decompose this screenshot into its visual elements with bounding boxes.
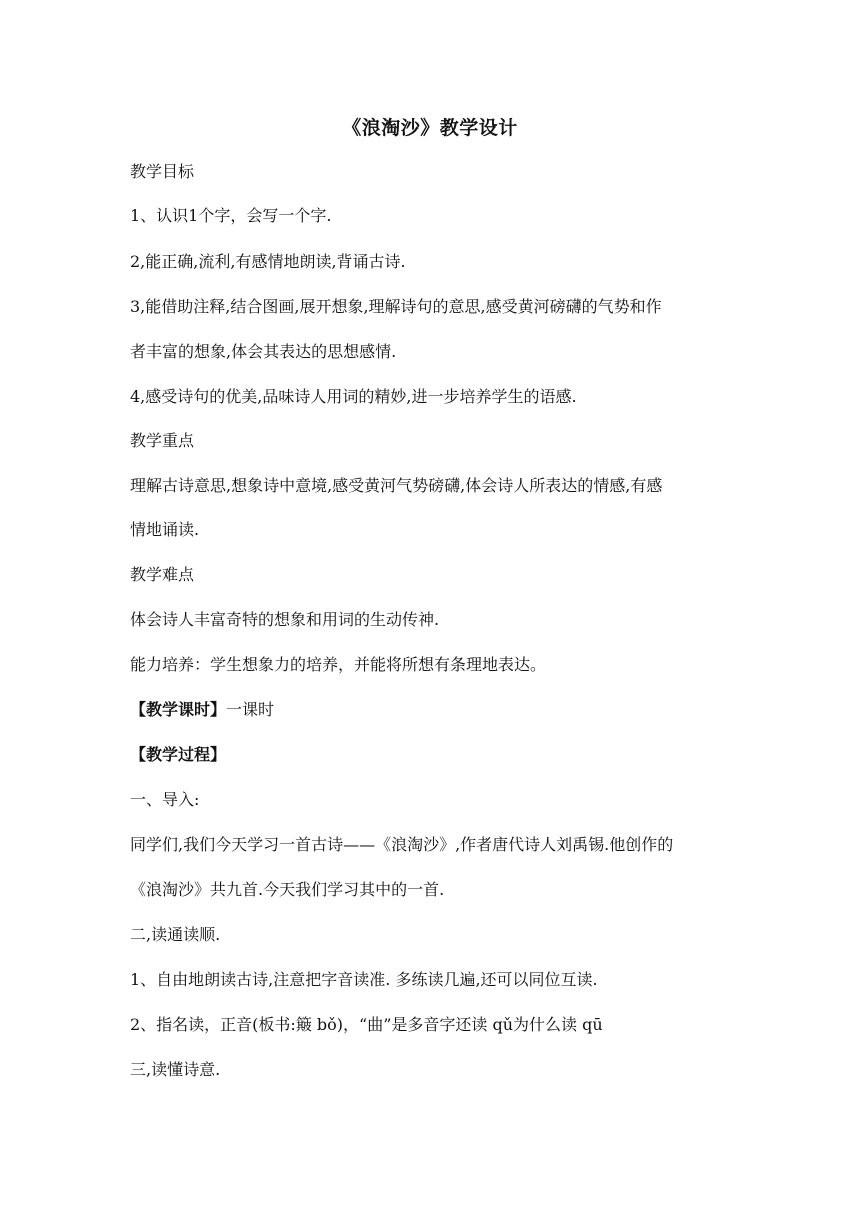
- paragraph-goal-2: 2,能正确,流利,有感情地朗读,背诵古诗.: [130, 252, 406, 271]
- paragraph-read-step-1: 1、自由地朗读古诗,注意把字音读准. 多练读几遍,还可以同位互读.: [130, 970, 598, 989]
- heading-teaching-process: 【教学过程】: [130, 745, 227, 764]
- paragraph-ability-training: 能力培养：学生想象力的培养，并能将所想有条理地表达。: [130, 655, 547, 674]
- lesson-duration-row: [130, 698, 740, 722]
- paragraph-goal-4: 4,感受诗句的优美,品味诗人用词的精妙,进一步培养学生的语感.: [130, 387, 577, 406]
- paragraph-key-points-line-2: 情地诵读.: [130, 520, 200, 539]
- paragraph-difficulties: 体会诗人丰富奇特的想象和用词的生动传神.: [130, 610, 440, 629]
- paragraph-introduction-line-1: 同学们,我们今天学习一首古诗——《浪淘沙》,作者唐代诗人刘禹锡.他创作的: [130, 835, 674, 854]
- document-title: 《浪淘沙》教学设计: [342, 117, 518, 139]
- heading-read-through: 二,读通读顺.: [130, 925, 221, 944]
- paragraph-goal-3-line-2: 者丰富的想象,体会其表达的思想感情.: [130, 342, 397, 361]
- paragraph-goal-1: 1、认识1个字，会写一个字.: [130, 206, 332, 225]
- heading-introduction: 一、导入:: [130, 790, 200, 809]
- heading-key-points: 教学重点: [130, 431, 195, 450]
- heading-teaching-goals: 教学目标: [130, 162, 195, 181]
- paragraph-introduction-line-2: 《浪淘沙》共九首.今天我们学习其中的一首.: [130, 880, 445, 899]
- paragraph-key-points-line-1: 理解古诗意思,想象诗中意境,感受黄河气势磅礴,体会诗人所表达的情感,有感: [130, 476, 663, 495]
- heading-difficulties: 教学难点: [130, 565, 195, 584]
- heading-understand-meaning: 三,读懂诗意.: [130, 1060, 221, 1079]
- lesson-duration-value: 一课时: [226, 700, 275, 719]
- heading-lesson-duration: 【教学课时】: [130, 700, 227, 719]
- paragraph-goal-3-line-1: 3,能借助注释,结合图画,展开想象,理解诗句的意思,感受黄河磅礴的气势和作: [130, 297, 662, 316]
- paragraph-read-step-2: 2、指名读，正音(板书:簸 bǒ)，“曲”是多音字还读 qǔ为什么读 qū: [130, 1015, 603, 1034]
